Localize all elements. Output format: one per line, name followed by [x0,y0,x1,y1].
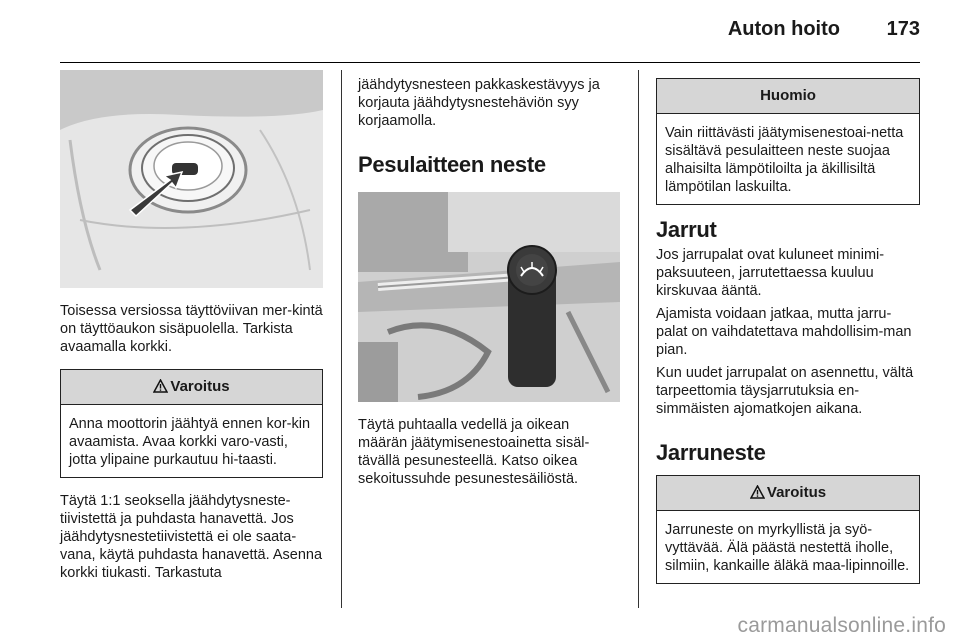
note-body: Vain riittävästi jäätymisenestoai-netta sisältävä pesulaitteen neste suojaa alhaisilta lämpötiloilta ja äkillisiltä lämpötilan laskuilta. [665,125,904,195]
page-number: 173 [886,18,920,40]
note-box [656,78,920,205]
warning-box-coolant [60,369,323,478]
warning-triangle-icon [153,372,168,406]
heading-brake-fluid: Jarruneste [656,440,766,465]
section-title: Auton hoito [727,18,840,40]
warning-body: Jarruneste on myrkyllistä ja syö-vyttävää. Älä päästä nestettä iholle, silmiin, kankaille äläkä maa-lipinnoille. [665,522,910,574]
column-divider-2 [638,70,639,608]
note-header [657,79,919,114]
warning-triangle-icon [750,478,765,512]
coolant-reservoir-photo [60,70,323,288]
warning-title: Varoitus [766,484,827,501]
header-rule [60,62,920,63]
warning-title: Varoitus [170,378,230,395]
column-right [656,70,920,584]
watermark: carmanualsonline.info [737,614,946,637]
page-header [60,18,920,48]
paragraph-antifreeze: jäähdytysnesteen pakkaskestävyys ja korjauta jäähdytysnestehäviön syy korjaamolla. [358,77,600,129]
paragraph-brakes-1: Jos jarrupalat ovat kuluneet minimi-paksuuteen, jarrutettaessa kuuluu kirskuvaa ääntä. [656,247,885,299]
warning-header [657,476,919,511]
washer-fluid-photo [358,192,620,402]
heading-brakes: Jarrut [656,217,717,242]
paragraph-fill-mark: Toisessa versiossa täyttöviivan mer-kintä on täyttöaukon sisäpuolella. Tarkista avaamalla korkki. [60,303,323,355]
warning-header [61,370,322,405]
heading-washer-fluid: Pesulaitteen neste [358,152,546,177]
warning-box-brake-fluid [656,475,920,584]
paragraph-brakes-3: Kun uudet jarrupalat on asennettu, vältä tarpeettomia täysjarrutuksia en-simmäisten ajomatkojen aikana. [656,365,914,417]
note-title: Huomio [760,87,816,104]
warning-body: Anna moottorin jäähtyä ennen kor-kin avaamista. Avaa korkki varo-vasti, jotta ylipaine purkautuu hi-taasti. [69,416,311,468]
column-divider-1 [341,70,342,608]
paragraph-washer-fill: Täytä puhtaalla vedellä ja oikean määrän jäätymisenestoainetta sisäl-tävällä pesunesteellä. Katso oikea sekoitussuhde pesunestesäiliöstä. [358,417,590,487]
paragraph-brakes-2: Ajamista voidaan jatkaa, mutta jarru-palat on vaihdatettava mahdollisim-man pian. [656,306,912,358]
column-left [60,70,323,582]
paragraph-coolant-mix: Täytä 1:1 seoksella jäähdytysneste-tiivistettä ja puhdasta hanavettä. Jos jäähdytysnestetiivistettä ei ole saata-vana, käytä puhdasta hanavettä. Asenna korkki tiukasti. Tarkastuta [60,493,323,581]
column-middle [358,70,620,488]
